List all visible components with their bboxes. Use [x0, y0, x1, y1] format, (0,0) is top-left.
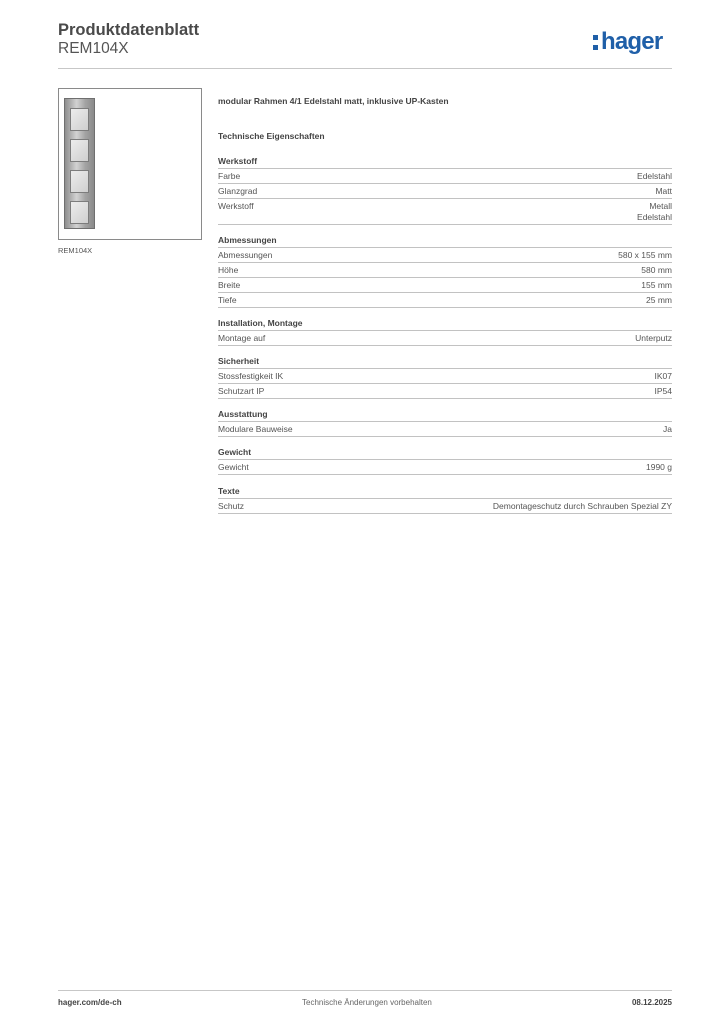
- footer-notice: Technische Änderungen vorbehalten: [302, 998, 432, 1007]
- spec-label: Abmessungen: [218, 250, 273, 260]
- spec-value: Ja: [663, 424, 672, 434]
- image-caption: REM104X: [58, 246, 93, 255]
- section-divider: [218, 247, 672, 248]
- section-divider: [218, 330, 672, 331]
- spec-value: 25 mm: [646, 295, 672, 305]
- row-divider: [218, 198, 672, 199]
- hager-logo: [593, 27, 662, 57]
- spec-label: Montage auf: [218, 333, 266, 343]
- tech-heading: Technische Eigenschaften: [218, 131, 325, 141]
- section-title-abmessungen: Abmessungen: [218, 235, 277, 245]
- row-divider: [218, 474, 672, 475]
- product-code: REM104X: [58, 40, 129, 57]
- row-divider: [218, 383, 672, 384]
- spec-value: 155 mm: [641, 280, 672, 290]
- frame-slot: [70, 108, 89, 131]
- spec-label: Modulare Bauweise: [218, 424, 293, 434]
- spec-value: Matt: [655, 186, 672, 196]
- section-title-ausstattung: Ausstattung: [218, 409, 268, 419]
- spec-value: 1990 g: [646, 462, 672, 472]
- page-title: Produktdatenblatt: [58, 21, 200, 39]
- logo-text: hager: [601, 28, 663, 55]
- section-title-texte: Texte: [218, 486, 240, 496]
- row-divider: [218, 398, 672, 399]
- section-title-gewicht: Gewicht: [218, 447, 252, 457]
- section-divider: [218, 421, 672, 422]
- frame-slot: [70, 170, 89, 193]
- spec-label: Werkstoff: [218, 201, 254, 211]
- row-divider: [218, 345, 672, 346]
- spec-value: Metall: [649, 201, 672, 211]
- section-divider: [218, 168, 672, 169]
- footer-date: 08.12.2025: [631, 998, 672, 1007]
- footer-divider: [58, 990, 672, 991]
- spec-label: Stossfestigkeit IK: [218, 371, 284, 381]
- spec-value-secondary: Edelstahl: [637, 212, 672, 222]
- spec-value: 580 mm: [641, 265, 672, 275]
- frame-slot: [70, 201, 89, 224]
- frame-slot: [70, 139, 89, 162]
- section-title-werkstoff: Werkstoff: [218, 156, 258, 166]
- section-title-installation: Installation, Montage: [218, 318, 303, 328]
- product-image: [58, 88, 202, 240]
- row-divider: [218, 292, 672, 293]
- row-divider: [218, 183, 672, 184]
- spec-label: Tiefe: [218, 295, 237, 305]
- header-divider: [58, 68, 672, 69]
- section-title-sicherheit: Sicherheit: [218, 356, 260, 366]
- spec-value: IK07: [654, 371, 672, 381]
- spec-label: Schutzart IP: [218, 386, 265, 396]
- spec-label: Gewicht: [218, 462, 249, 472]
- section-divider: [218, 459, 672, 460]
- spec-value: Unterputz: [635, 333, 672, 343]
- product-description: modular Rahmen 4/1 Edelstahl matt, inklusive UP-Kasten: [218, 96, 449, 106]
- spec-value: IP54: [654, 386, 672, 396]
- row-divider: [218, 436, 672, 437]
- spec-value: Demontageschutz durch Schrauben Spezial ZY: [492, 501, 672, 511]
- section-divider: [218, 368, 672, 369]
- row-divider: [218, 224, 672, 225]
- spec-label: Farbe: [218, 171, 241, 181]
- spec-value: Edelstahl: [637, 171, 672, 181]
- logo-dots-icon: [593, 35, 598, 50]
- row-divider: [218, 513, 672, 514]
- row-divider: [218, 307, 672, 308]
- spec-label: Glanzgrad: [218, 186, 258, 196]
- frame-illustration: [64, 98, 95, 229]
- spec-label: Schutz: [218, 501, 244, 511]
- footer-website-link[interactable]: hager.com/de-ch: [58, 998, 122, 1007]
- spec-label: Höhe: [218, 265, 239, 275]
- spec-label: Breite: [218, 280, 241, 290]
- spec-value: 580 x 155 mm: [618, 250, 672, 260]
- row-divider: [218, 277, 672, 278]
- row-divider: [218, 262, 672, 263]
- section-divider: [218, 498, 672, 499]
